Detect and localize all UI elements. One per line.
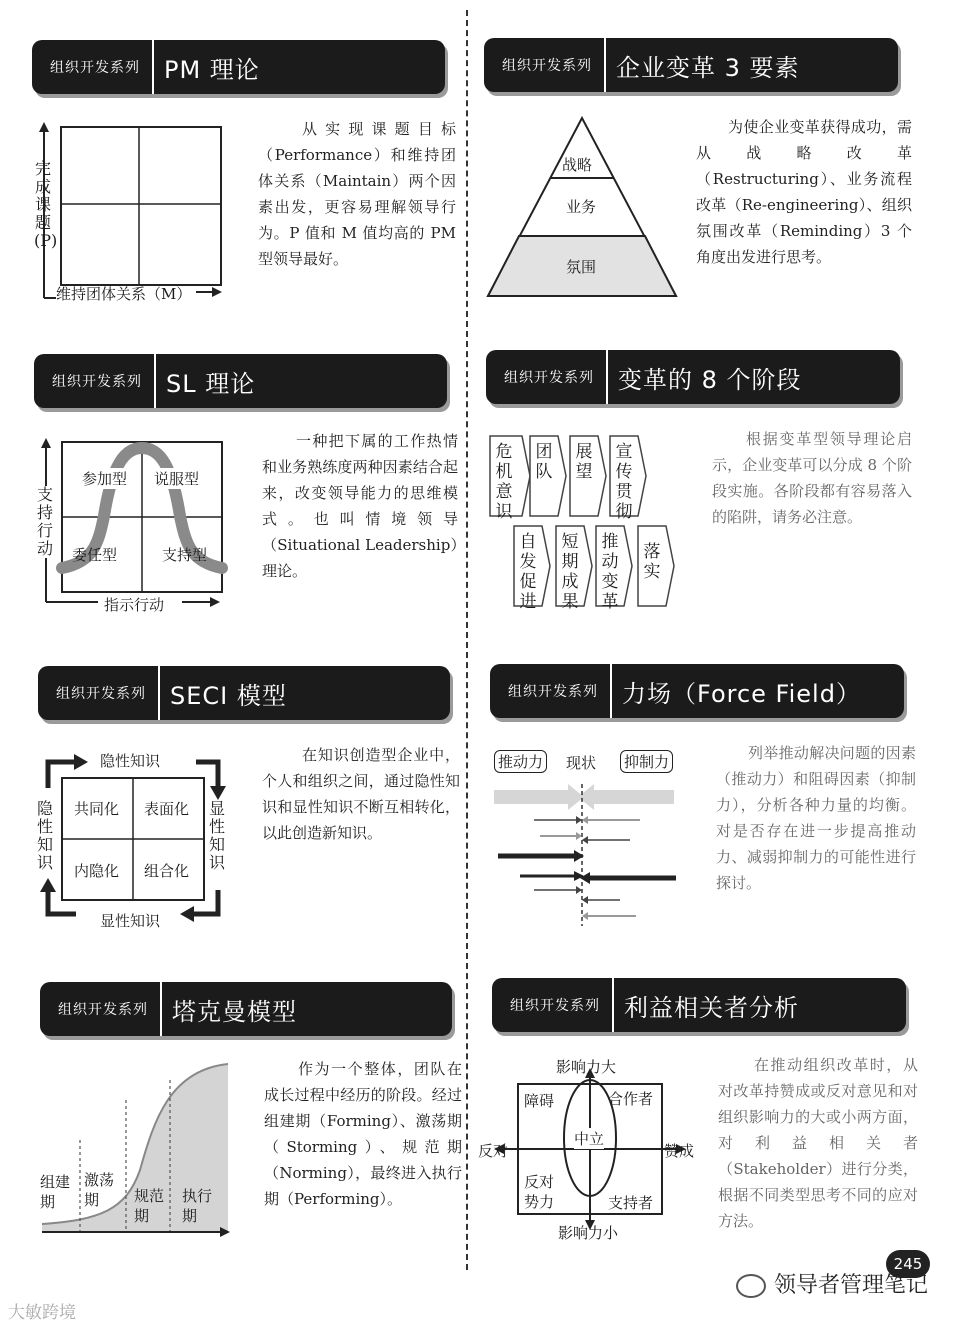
series-label: 组织开发系列: [32, 40, 154, 94]
tuckman-description: 作为一个整体，团队在成长过程中经历的阶段。经过组建期（Forming）、激荡期（Storming）、规范期（Norming），最终进入执行期（Performing）。: [264, 1060, 462, 1208]
stake-supporter: 支持者: [608, 1194, 654, 1212]
section-title: 塔克曼模型: [172, 997, 297, 1026]
section-title: SECI 模型: [170, 681, 287, 710]
pyramid-level-top: 战略: [562, 156, 593, 174]
section-title: 企业变革 3 要素: [616, 53, 800, 82]
seci-diagram: [36, 748, 236, 928]
series-label: 组织开发系列: [486, 350, 608, 404]
section-banner-change3: [484, 38, 898, 92]
sl-x-axis-label: 指示行动: [104, 596, 165, 614]
stake-right-label: 赞成: [664, 1142, 695, 1160]
series-label: 组织开发系列: [34, 354, 156, 408]
section-title: SL 理论: [166, 369, 256, 398]
seci-socialization: 共同化: [74, 800, 120, 818]
stage-7-label: 推动变革: [601, 532, 619, 612]
stage-4-label: 宣传贯彻: [615, 442, 633, 522]
tuckman-phase-norming: 规范期: [134, 1187, 165, 1225]
seci-externalization: 表面化: [144, 800, 190, 818]
series-label: 组织开发系列: [40, 982, 162, 1036]
seci-bottom-label: 显性知识: [100, 912, 161, 930]
stake-opposition: 反对势力: [524, 1173, 555, 1211]
stage-5-label: 自发促进: [519, 532, 537, 612]
page-number: 245: [886, 1250, 930, 1278]
stage-3-label: 展望: [575, 442, 593, 482]
pyramid-level-mid: 业务: [566, 198, 597, 216]
seci-internalization: 内隐化: [74, 862, 120, 880]
sl-quadrant-participating: 参加型: [82, 470, 128, 488]
sl-grid: [40, 436, 240, 616]
sl-quadrant-selling: 说服型: [154, 470, 200, 488]
seci-right-label: 显性知识: [208, 799, 225, 872]
stake-description: 在推动组织改革时，从对改革持赞成或反对意见和对组织影响力的大或小两方面，对利益相关者（Stakeholder）进行分类，根据不同类型思考不同的应对方法。: [718, 1056, 918, 1230]
seci-left-label: 隐性知识: [36, 799, 53, 872]
section-title: PM 理论: [164, 55, 260, 84]
stages8-description: 根据变革型领导理论启示，企业变革可以分成 8 个阶段实施。各阶段都有容易落入的陷阱，请务必注意。: [712, 430, 912, 526]
force-restrain-tag: 抑制力: [620, 750, 673, 773]
section-banner-sl: [34, 354, 447, 408]
seci-description: 在知识创造型企业中，个人和组织之间，通过隐性知识和显性知识不断互相转化，以此创造新知识。: [262, 746, 460, 842]
section-title: 变革的 8 个阶段: [618, 365, 802, 394]
force-status-label: 现状: [566, 754, 597, 772]
series-label: 组织开发系列: [484, 38, 606, 92]
stage-6-label: 短期成果: [561, 532, 579, 612]
section-title: 利益相关者分析: [624, 993, 799, 1022]
section-banner-force: [490, 664, 904, 718]
pm-y-axis-label: 完成课题(P): [34, 159, 58, 250]
pyramid-level-base: 氛围: [566, 258, 597, 276]
stake-bottom-label: 影响力小: [558, 1224, 619, 1242]
stake-left-label: 反对: [478, 1142, 509, 1160]
sl-y-axis-label: 支持行动: [36, 485, 53, 558]
force-field-diagram: [490, 780, 690, 930]
pm-x-axis-label: 维持团体关系（M）: [56, 285, 192, 303]
stage-1-label: 危机意识: [495, 442, 513, 522]
wechat-icon: [736, 1274, 766, 1298]
series-label: 组织开发系列: [490, 664, 612, 718]
stake-obstacle: 障碍: [524, 1092, 555, 1110]
series-label: 组织开发系列: [38, 666, 160, 720]
sl-quadrant-supporting: 支持型: [162, 546, 208, 564]
change3-description: 为使企业变革获得成功，需从战略改革（Restructuring）、业务流程改革（Re-engineering）、组织氛围改革（Reminding）3 个角度出发进行思考。: [696, 118, 912, 266]
stake-neutral: 中立: [574, 1130, 605, 1148]
seci-combination: 组合化: [144, 862, 190, 880]
force-drive-tag: 推动力: [494, 750, 547, 773]
series-label: 组织开发系列: [492, 978, 614, 1032]
section-banner-stages8: [486, 350, 900, 404]
section-title: 力场（Force Field）: [622, 679, 861, 708]
pm-description: 从实现课题目标（Performance）和维持团体关系（Maintain）两个因素出发，更容易理解领导行为。P 值和 M 值均高的 PM 型领导最好。: [258, 120, 456, 268]
stage-8-label: 落实: [643, 542, 661, 582]
brand-signature: 领导者管理笔记: [736, 1268, 928, 1299]
stage-2-label: 团队: [535, 442, 553, 482]
section-banner-stake: [492, 978, 906, 1032]
seci-top-label: 隐性知识: [100, 752, 161, 770]
sl-description: 一种把下属的工作热情和业务熟练度两种因素结合起来，改变领导能力的思维模式。也叫情境领导（Situational Leadership）理论。: [262, 432, 458, 580]
stake-cooperator: 合作者: [608, 1090, 654, 1108]
sl-quadrant-delegating: 委任型: [72, 546, 118, 564]
tuckman-phase-performing: 执行期: [182, 1187, 213, 1225]
tuckman-phase-storming: 激荡期: [84, 1171, 115, 1209]
tuckman-phase-forming: 组建期: [40, 1173, 71, 1211]
watermark: 大敏跨境: [8, 1303, 76, 1323]
stake-top-label: 影响力大: [556, 1058, 617, 1076]
force-description: 列举推动解决问题的因素（推动力）和阻碍因素（抑制力），分析各种力量的均衡。对是否存在进一步提高推动力、减弱抑制力的可能性进行探讨。: [716, 744, 916, 892]
section-banner-tuckman: [40, 982, 452, 1036]
section-banner-seci: [38, 666, 450, 720]
